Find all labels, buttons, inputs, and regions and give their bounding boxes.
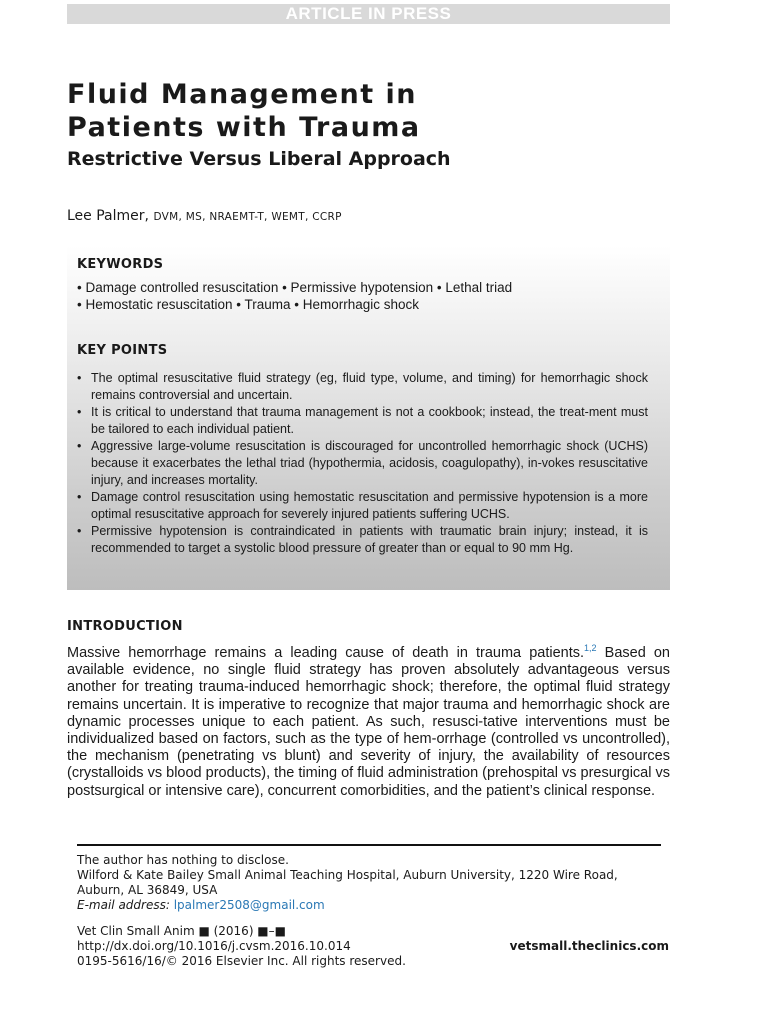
bullet-glyph: • [77,439,82,454]
author-name: Lee Palmer, [67,208,149,224]
introduction-heading: INTRODUCTION [67,619,183,634]
key-point-text: Aggressive large-volume resuscitation is discouraged for uncontrolled hemorrhagic shock (UCHS) because it exacerbates the lethal triad (hypothermia, acidosis, coagulopathy), in-vokes resuscitative injury, and increases mortality. [91,439,648,487]
keywords-line-2: • Hemostatic resuscitation • Trauma • Hemorrhagic shock [77,297,420,312]
article-title-line-1: Fluid Management in [67,79,418,110]
key-point-text: The optimal resuscitative fluid strategy (eg, fluid type, volume, and timing) for hemorrhagic shock remains controversial and uncertain. [91,371,648,402]
keywords-keypoints-box [67,246,670,590]
bullet-glyph: • [77,371,82,385]
bullet-glyph: • [77,524,82,539]
article-subtitle: Restrictive Versus Liberal Approach [67,148,451,170]
author-credentials: DVM, MS, NRAEMT-T, WEMT, CCRP [153,211,342,223]
bullet-glyph: • [77,490,82,505]
introduction-paragraph [67,645,670,800]
doi-link[interactable]: http://dx.doi.org/10.1016/j.cvsm.2016.10.014 [77,939,351,953]
journal-citation: Vet Clin Small Anim ■ (2016) ■–■ [77,924,286,938]
email-link[interactable]: lpalmer2508@gmail.com [173,898,325,912]
intro-text-rest: Based on available evidence, no single fluid strategy has proven absolutely advantageous versus another for treating trauma-induced hemorrhagic shock; therefore, the optimal fluid strategy remains uncertain. It is imperative to recognize that major trauma and hemorrhagic shock are dynamic processes unique to each patient. As such, resusci-tative interventions must be individualized based on factors, such as the type of hem-orrhage (controlled vs uncontrolled), the mechanism (penetrating vs blunt) and severity of injury, the availability of resources (crystalloids vs blood products), the timing of fluid administration (prehospital vs presurgical vs postsurgical or intensive care), concurrent comorbidities, and the patient’s clinical response. [67,645,670,799]
copyright-notice: 0195-5616/16/© 2016 Elsevier Inc. All rights reserved. [77,954,406,968]
article-in-press-banner: ARTICLE IN PRESS [67,4,670,24]
article-title-line-2: Patients with Trauma [67,112,421,143]
key-point-text: Permissive hypotension is contraindicated in patients with traumatic brain injury; instead, it is recommended to target a systolic blood pressure of greater than or equal to 90 mm Hg. [91,524,648,555]
disclosure-note: The author has nothing to disclose. [77,853,289,867]
intro-text-start: Massive hemorrhage remains a leading cause of death in trauma patients. [67,645,585,661]
keywords-heading: KEYWORDS [77,257,164,272]
keywords-line-1: • Damage controlled resuscitation • Permissive hypotension • Lethal triad [77,280,513,295]
key-point-item [77,523,648,556]
key-point-item [77,489,648,522]
key-points-heading: KEY POINTS [77,343,168,358]
key-point-item [77,438,648,488]
key-point-text: It is critical to understand that trauma management is not a cookbook; instead, the treat-ment must be tailored to each individual patient. [91,405,648,436]
email-label: E-mail address: [77,898,170,912]
affiliation-line-1: Wilford & Kate Bailey Small Animal Teaching Hospital, Auburn University, 1220 Wire Road, [77,868,618,882]
key-point-item [77,404,648,437]
affiliation-line-2: Auburn, AL 36849, USA [77,883,218,897]
article-title [67,78,627,144]
reference-link[interactable]: 1,2 [584,643,597,654]
key-point-item [77,370,648,403]
journal-website[interactable]: vetsmall.theclinics.com [509,939,669,953]
footnote-divider [77,844,661,846]
key-points-list [77,370,648,558]
bullet-glyph: • [77,405,82,420]
author-line [67,208,342,224]
key-point-text: Damage control resuscitation using hemostatic resuscitation and permissive hypotension is a more optimal resuscitative approach for severely injured patients suffering UCHS. [91,490,648,521]
email-line [77,898,325,913]
